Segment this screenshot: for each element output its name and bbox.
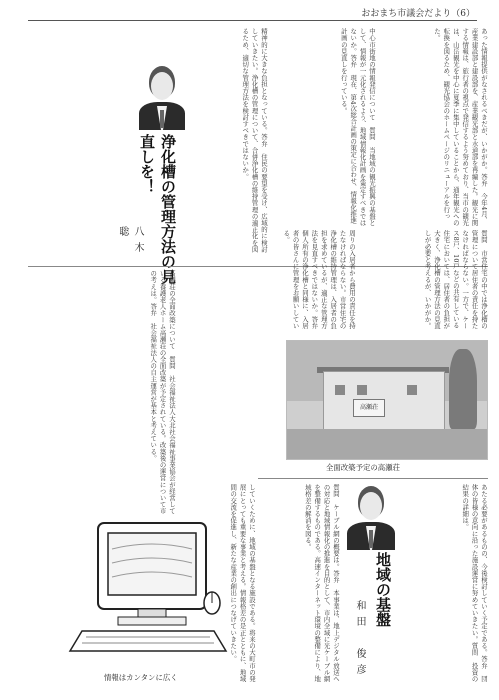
article-1-title: 浄化槽の管理方法の見直しを！ — [138, 134, 177, 284]
author-portrait-wada — [343, 480, 399, 550]
page-header-title: おおまち市議会だより（6） — [361, 9, 475, 19]
photo-caption: 全面改築予定の高瀬荘 — [326, 463, 400, 472]
article-1-col-lower-left — [28, 520, 58, 670]
article-1-col-top-left: 精神的に大きな負担となっている。答弁 住民の要望を受け、広域的に検討していきたい。浄化槽の管理について、合併浄化槽の維持管理の適正化を図るため、適切な管理方法を検討すべきではないか。 — [241, 28, 268, 253]
author-portrait-yagi — [135, 60, 189, 130]
article-2-title: 地域の基盤 — [374, 552, 392, 627]
article-2-col-mid: 質問 ケーブル網の概要は。答弁 本事業は、地上デジタル放送への対応と地域情報化の推進を目的として、市内全域に光ケーブル網を整備するものである。高速インターネット環境の整備により、地域格差の解消を図る。 — [303, 484, 340, 682]
article-1-col-mid-right: 質問 市営住宅の中では浄化槽の管理について居住者の責任を持たなければならない。一方で、ケース8戸、10戸などの共有している住宅においては、居住者の負担が大きく、浄化槽の管理方法の見直しが必要と考えるが、いかがか。 — [423, 230, 488, 329]
article-1-col-left-b — [28, 30, 78, 262]
section-divider-2 — [258, 478, 488, 479]
article-2-col-top: あたる必要があるものの、今後検討していく予定である。答弁 団体の皆様の意向に沿った施設運営に努めていきたい。質問 投資の結果の詳細は。 — [461, 484, 488, 682]
illustration-caption: 情報はカンタンに広く — [104, 673, 178, 682]
article-1-author: 八木 聡 — [117, 226, 143, 274]
takasesou-photo — [286, 340, 488, 460]
article-2-col-bottom: していくために、地域の基盤となる施設である。将来の大町市の発展にとっても重要な事業と考える。情報格差の是正とともに、地域間の交流を促進し、新たな産業の創出につなげていきたい。 — [229, 484, 256, 682]
article-1-col-top-right: あった情報提供がなされるべきだが、いかがか。答弁 今年4月、産業建設部と建設部を、産業観光部と水道部を再編した。観光に関する情報は、旅行者の視点で発信するよう努めており、当市の観光は、山岳観光を中心に夏季に集中していることから、通年観光への転換を図るため、観光協会のホームページのリニューアルを行った。 — [432, 28, 488, 226]
article-1-col-mid-mid: 周りの入居者から費用の責任を持たなければならない。市営住宅の浄化槽の維持管理は、入居者の負担を求めているが、適正な管理方法を見直すべきではないか。答弁 個人所有の浄化槽と同様に、入居者の皆さんに管理をお願いしている。 — [282, 230, 356, 336]
article-1-col-left-a — [80, 30, 132, 262]
article-1-col-top-mid: 中心市街地の情報発信について 質問 当地域の観光振興の基盤として、情報が一元化されるよう、地域情報化計画を策定すべきではないか。答弁 現在、第4次総合計画の策定に合わせ、情報化推進計画の見直しを行っている。 — [339, 28, 376, 226]
article-1-col-mid-left: 高瀬荘の全面改築について 質問 社会福祉法人大北社会福祉事業協会が経営している養護老人ホーム高瀬荘の全面改築が予定されている。改築後の運営について市の考えは。答弁 社会福祉法人の自主運営が基本と考えている。 — [149, 270, 176, 515]
computer-illustration — [62, 519, 234, 659]
photo-sign: 高瀬荘 — [353, 399, 385, 417]
article-2-author: 和田 俊彦 — [354, 600, 365, 680]
header-rule — [28, 20, 477, 21]
